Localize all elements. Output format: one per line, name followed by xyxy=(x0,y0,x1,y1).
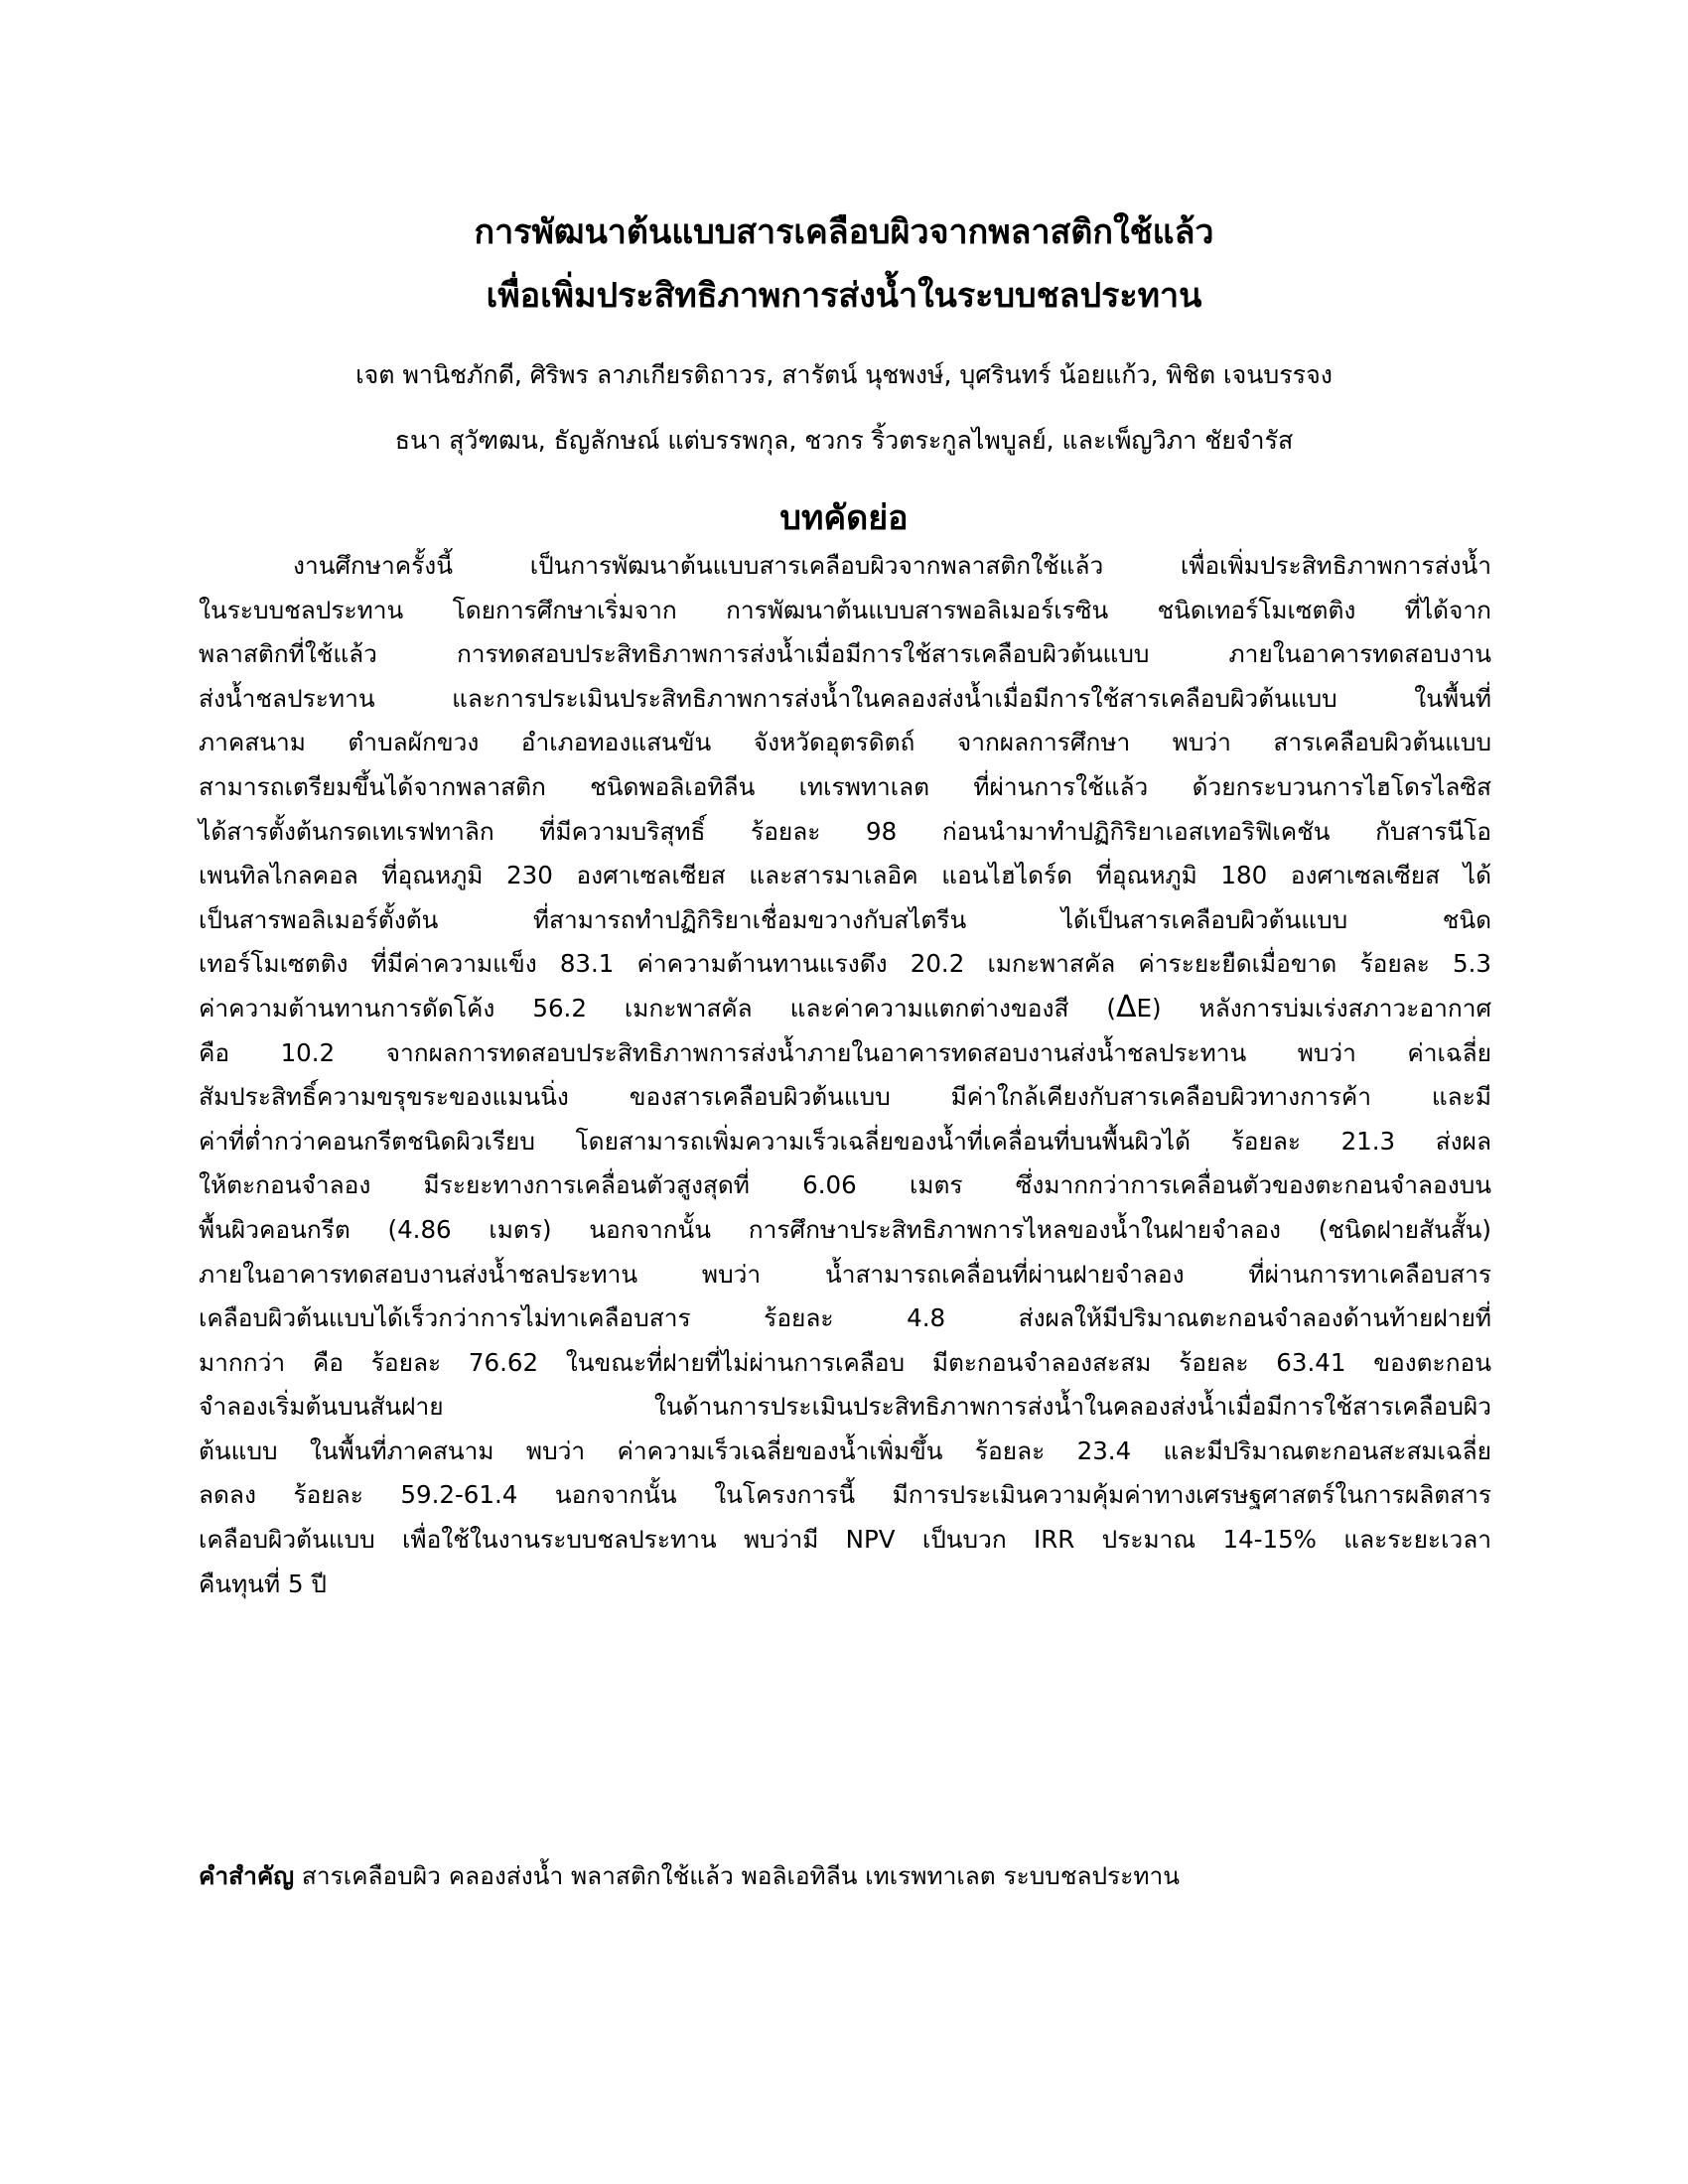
keywords-text: สารเคลือบผิว คลองส่งน้ำ พลาสติกใช้แล้ว พอลิเอทิลีน เทเรพทาเลต ระบบชลประทาน xyxy=(294,1861,1181,1890)
abstract-line-segment: ค่าความต้านทานการดัดโค้ง 56.2 เมกะพาสคัล และค่าความแตกต่างของสี ( xyxy=(199,993,1116,1023)
abstract-line: ส่งน้ำชลประทาน และการประเมินประสิทธิภาพการส่งน้ำในคลองส่งน้ำเมื่อมีการใช้สารเคลือบผิวต้นแบบ ในพื้นที่ xyxy=(199,683,1491,713)
abstract-heading: บทคัดย่อ xyxy=(779,498,909,538)
author-list-line-1: เจต พานิชภักดี, ศิริพร ลาภเกียรติถาวร, สารัตน์ นุชพงษ์, บุศรินทร์ น้อยแก้ว, พิชิต เจนบรรจง xyxy=(355,360,1333,389)
abstract-line: ภายในอาคารทดสอบงานส่งน้ำชลประทาน พบว่า น้ำสามารถเคลื่อนที่ผ่านฝายจำลอง ที่ผ่านการทาเคลือบสาร xyxy=(199,1259,1491,1289)
abstract-line: เคลือบผิวต้นแบบได้เร็วกว่าการไม่ทาเคลือบสาร ร้อยละ 4.8 ส่งผลให้มีปริมาณตะกอนจำลองด้านท้ายฝายที่ xyxy=(199,1303,1491,1333)
delta-symbol: Δ xyxy=(1115,989,1137,1024)
abstract-line: ลดลง ร้อยละ 59.2-61.4 นอกจากนั้น ในโครงการนี้ มีการประเมินความคุ้มค่าทางเศรษฐศาสตร์ในการผลิตสาร xyxy=(199,1480,1491,1510)
paper-title-line-2: เพื่อเพิ่มประสิทธิภาพการส่งน้ำในระบบชลประทาน xyxy=(486,276,1202,316)
abstract-line: ในระบบชลประทาน โดยการศึกษาเริ่มจาก การพัฒนาต้นแบบสารพอลิเมอร์เรซิน ชนิดเทอร์โมเซตติง ที่ได้จาก xyxy=(199,595,1491,624)
abstract-line: เทอร์โมเซตติง ที่มีค่าความแข็ง 83.1 ค่าความต้านทานแรงดึง 20.2 เมกะพาสคัล ค่าระยะยืดเมื่อขาด ร้อยละ 5.3 xyxy=(199,949,1491,979)
abstract-line: ได้สารตั้งต้นกรดเทเรฟทาลิก ที่มีความบริสุทธิ์ ร้อยละ 98 ก่อนนำมาทำปฏิกิริยาเอสเทอริฟิเคชัน กับสารนีโอ xyxy=(199,816,1491,846)
abstract-line: ให้ตะกอนจำลอง มีระยะทางการเคลื่อนตัวสูงสุดที่ 6.06 เมตร ซึ่งมากกว่าการเคลื่อนตัวของตะกอนจำลองบน xyxy=(199,1170,1491,1200)
abstract-line: จำลองเริ่มต้นบนสันฝาย ในด้านการประเมินประสิทธิภาพการส่งน้ำในคลองส่งน้ำเมื่อมีการใช้สารเคลือบผิว xyxy=(199,1392,1491,1422)
abstract-line: ต้นแบบ ในพื้นที่ภาคสนาม พบว่า ค่าความเร็วเฉลี่ยของน้ำเพิ่มขึ้น ร้อยละ 23.4 และมีปริมาณตะกอนสะสมเฉลี่ย xyxy=(199,1435,1491,1465)
abstract-line: คืนทุนที่ 5 ปี xyxy=(199,1569,327,1598)
abstract-line: สามารถเตรียมขึ้นได้จากพลาสติก ชนิดพอลิเอทิลีน เทเรพทาเลต ที่ผ่านการใช้แล้ว ด้วยกระบวนการไฮโดรไลซิส xyxy=(199,771,1491,801)
keywords-label: คำสำคัญ xyxy=(199,1861,295,1890)
abstract-line: ค่าที่ต่ำกว่าคอนกรีตชนิดผิวเรียบ โดยสามารถเพิ่มความเร็วเฉลี่ยของน้ำที่เคลื่อนที่บนพื้นผิวได้ ร้อยละ 21.3 ส่งผล xyxy=(199,1126,1491,1156)
abstract-line: งานศึกษาครั้งนี้ เป็นการพัฒนาต้นแบบสารเคลือบผิวจากพลาสติกใช้แล้ว เพื่อเพิ่มประสิทธิภาพการส่งน้ำ xyxy=(293,551,1491,580)
abstract-line: สัมประสิทธิ์ความขรุขระของแมนนิ่ง ของสารเคลือบผิวต้นแบบ มีค่าใกล้เคียงกับสารเคลือบผิวทางการค้า และมี xyxy=(199,1082,1491,1112)
abstract-line: คือ 10.2 จากผลการทดสอบประสิทธิภาพการส่งน้ำภายในอาคารทดสอบงานส่งน้ำชลประทาน พบว่า ค่าเฉลี่ย xyxy=(199,1037,1491,1067)
abstract-line: มากกว่า คือ ร้อยละ 76.62 ในขณะที่ฝายที่ไม่ผ่านการเคลือบ มีตะกอนจำลองสะสม ร้อยละ 63.41 ของตะกอน xyxy=(199,1347,1491,1377)
abstract-line: ภาคสนาม ตำบลผักขวง อำเภอทองแสนขัน จังหวัดอุตรดิตถ์ จากผลการศึกษา พบว่า สารเคลือบผิวต้นแบบ xyxy=(199,728,1491,757)
abstract-line: เคลือบผิวต้นแบบ เพื่อใช้ในงานระบบชลประทาน พบว่ามี NPV เป็นบวก IRR ประมาณ 14-15% และระยะเวลา xyxy=(199,1525,1491,1555)
abstract-line: พื้นผิวคอนกรีต (4.86 เมตร) นอกจากนั้น การศึกษาประสิทธิภาพการไหลของน้ำในฝายจำลอง (ชนิดฝายสันสั้น) xyxy=(199,1214,1491,1244)
abstract-line-segment: E) หลังการบ่มเร่งสภาวะอากาศ xyxy=(1136,993,1492,1023)
keywords xyxy=(199,1854,1491,1898)
abstract-line-with-delta xyxy=(199,987,1491,1031)
abstract-line: เป็นสารพอลิเมอร์ตั้งต้น ที่สามารถทำปฏิกิริยาเชื่อมขวางกับสไตรีน ได้เป็นสารเคลือบผิวต้นแบบ ชนิด xyxy=(199,904,1491,934)
abstract-body xyxy=(199,544,1491,1606)
abstract-line: พลาสติกที่ใช้แล้ว การทดสอบประสิทธิภาพการส่งน้ำเมื่อมีการใช้สารเคลือบผิวต้นแบบ ภายในอาคารทดสอบงาน xyxy=(199,639,1491,669)
paper-title-line-1: การพัฒนาต้นแบบสารเคลือบผิวจากพลาสติกใช้แล้ว xyxy=(474,212,1214,252)
abstract-line: เพนทิลไกลคอล ที่อุณหภูมิ 230 องศาเซลเซียส และสารมาเลอิค แอนไฮไดร์ด ที่อุณหภูมิ 180 องศาเซลเซียส ได้ xyxy=(199,861,1491,890)
author-list-line-2: ธนา สุวัฑฒน, ธัญลักษณ์ แต่บรรพกุล, ชวกร ริ้วตระกูลไพบูลย์, และเพ็ญวิภา ชัยจำรัส xyxy=(394,426,1294,455)
